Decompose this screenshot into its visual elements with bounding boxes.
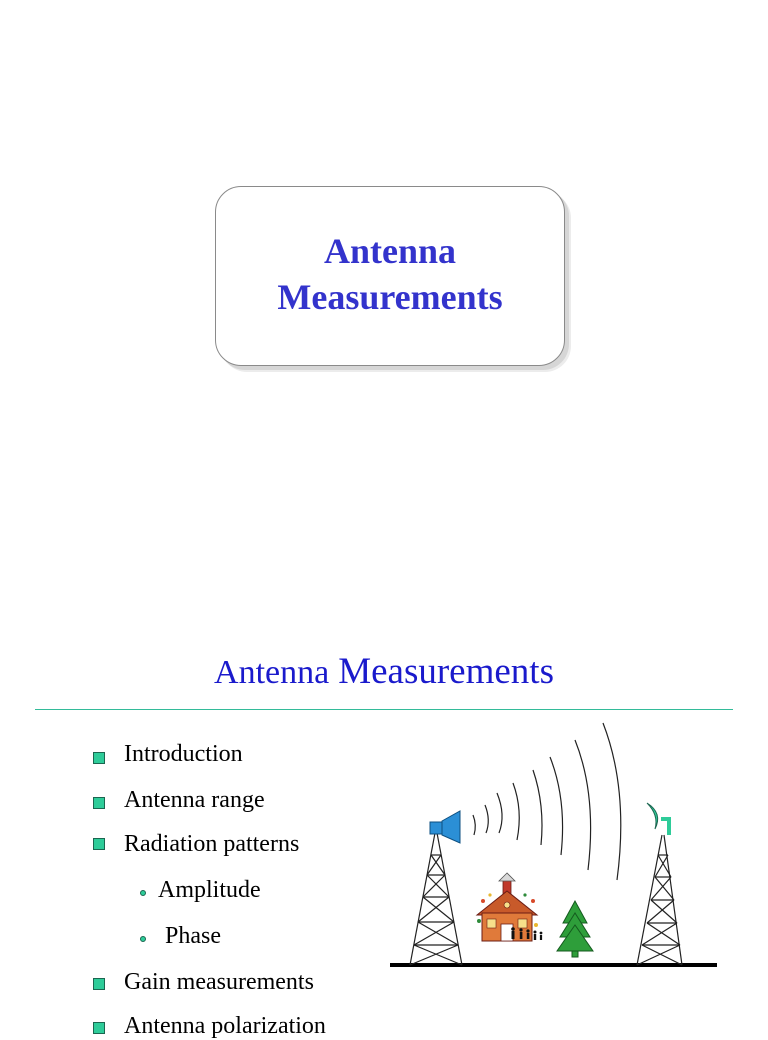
list-item: Antenna polarization (124, 1013, 326, 1039)
tower-icon (410, 833, 462, 965)
list-item: Antenna range (124, 787, 265, 813)
school-house-icon (477, 873, 542, 941)
list-item: Introduction (124, 741, 243, 767)
title-card-text (277, 228, 502, 320)
antenna-range-illustration (385, 715, 725, 975)
bullet-dot-icon (140, 890, 146, 896)
list-item: Radiation patterns (124, 831, 300, 857)
list-item: Phase (165, 923, 221, 949)
tree-icon (557, 901, 593, 957)
title-line-1: Antenna (323, 231, 457, 271)
bullet-square-icon (93, 752, 105, 764)
bullet-dot-icon (140, 936, 146, 942)
title-divider (35, 709, 733, 710)
slide-title-part-1: Antenna (214, 654, 330, 691)
tower-icon (637, 835, 682, 965)
list-item: Amplitude (158, 877, 261, 903)
bullet-square-icon (93, 838, 105, 850)
bullet-square-icon (93, 978, 105, 990)
list-item: Gain measurements (124, 969, 314, 995)
radio-wave-icon (473, 723, 621, 880)
title-card (215, 186, 565, 366)
receiving-antenna-icon (647, 803, 669, 835)
bullet-square-icon (93, 797, 105, 809)
slide-title-part-2: Measurements (338, 651, 554, 692)
slide-title (0, 650, 768, 693)
title-line-2: Measurements (277, 277, 503, 317)
